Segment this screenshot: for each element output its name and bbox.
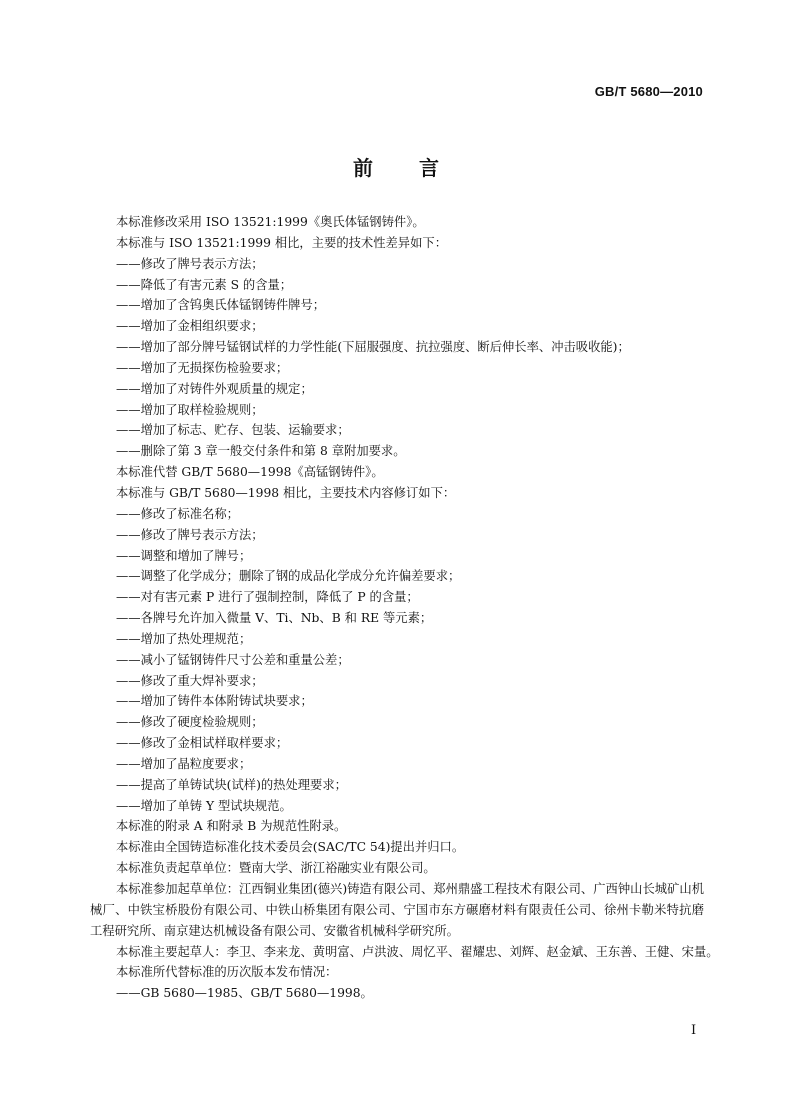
title-char-1: 前 xyxy=(353,156,373,180)
list-item: ——修改了牌号表示方法； xyxy=(116,527,264,542)
list-item: ——GB 5680—1985、GB/T 5680—1998。 xyxy=(116,986,373,1001)
standard-number: GB/T 5680—2010 xyxy=(594,84,703,99)
list-item: ——增加了无损探伤检验要求； xyxy=(116,360,289,375)
list-item: ——增加了晶粒度要求； xyxy=(116,756,252,771)
list-item: ——删除了第 3 章一般交付条件和第 8 章附加要求。 xyxy=(116,444,406,459)
list-item: ——增加了含钨奥氏体锰钢铸件牌号； xyxy=(116,298,326,313)
title-char-2: 言 xyxy=(419,156,439,180)
paragraph: 本标准负责起草单位：暨南大学、浙江裕融实业有限公司。 xyxy=(116,861,436,876)
paragraph: 本标准所代替标准的历次版本发布情况： xyxy=(116,965,338,980)
list-item: ——增加了对铸件外观质量的规定； xyxy=(116,381,313,396)
list-item: ——增加了单铸 Y 型试块规范。 xyxy=(116,798,292,813)
list-item: ——降低了有害元素 S 的含量； xyxy=(116,277,293,292)
list-item: ——增加了铸件本体附铸试块要求； xyxy=(116,694,313,709)
list-item: ——增加了标志、贮存、包装、运输要求； xyxy=(116,423,350,438)
foreword-body xyxy=(90,212,719,1004)
list-item: ——减小了锰钢铸件尺寸公差和重量公差； xyxy=(116,652,350,667)
paragraph: 本标准修改采用 ISO 13521:1999《奥氏体锰钢铸件》。 xyxy=(116,215,425,229)
list-item: ——修改了重大焊补要求； xyxy=(116,673,264,688)
paragraph: 本标准由全国铸造标准化技术委员会(SAC/TC 54)提出并归口。 xyxy=(116,840,465,855)
list-item: ——调整了化学成分；删除了钢的成品化学成分允许偏差要求； xyxy=(116,569,461,584)
paragraph: 本标准代替 GB/T 5680—1998《高锰钢铸件》。 xyxy=(116,465,384,480)
page-number: I xyxy=(691,1023,697,1038)
list-item: ——增加了部分牌号锰钢试样的力学性能(下屈服强度、抗拉强度、断后伸长率、冲击吸收能)； xyxy=(116,340,630,355)
list-item: ——对有害元素 P 进行了强制控制，降低了 P 的含量； xyxy=(116,590,419,605)
paragraph: 本标准的附录 A 和附录 B 为规范性附录。 xyxy=(116,819,347,834)
list-item: ——提高了单铸试块(试样)的热处理要求； xyxy=(116,777,347,792)
paragraph: 本标准与 GB/T 5680—1998 相比，主要技术内容修订如下： xyxy=(116,485,456,500)
list-item: ——增加了热处理规范； xyxy=(116,631,252,646)
list-item: ——修改了标准名称； xyxy=(116,506,239,521)
page-title xyxy=(0,152,792,181)
list-item: ——修改了牌号表示方法； xyxy=(116,256,264,271)
paragraph: 本标准参加起草单位：江西铜业集团(德兴)铸造有限公司、郑州鼎盛工程技术有限公司、广西钟山长城矿山机械厂、中铁宝桥股份有限公司、中铁山桥集团有限公司、宁国市东方碾磨材料有限责任公司、徐州卡勒米特抗磨工程研究所、南京建达机械设备有限公司、安徽省机械科学研究所。 xyxy=(90,882,704,938)
list-item: ——增加了金相组织要求； xyxy=(116,319,264,334)
list-item: ——修改了硬度检验规则； xyxy=(116,715,264,730)
list-item: ——修改了金相试样取样要求； xyxy=(116,736,289,751)
paragraph: 本标准与 ISO 13521:1999 相比，主要的技术性差异如下： xyxy=(116,235,447,250)
list-item: ——各牌号允许加入微量 V、Ti、Nb、B 和 RE 等元素； xyxy=(116,611,433,626)
list-item: ——调整和增加了牌号； xyxy=(116,548,252,563)
list-item: ——增加了取样检验规则； xyxy=(116,402,264,417)
paragraph: 本标准主要起草人：李卫、李来龙、黄明富、卢洪波、周忆平、翟耀忠、刘辉、赵金斌、王东善、王健、宋量。 xyxy=(116,944,719,959)
